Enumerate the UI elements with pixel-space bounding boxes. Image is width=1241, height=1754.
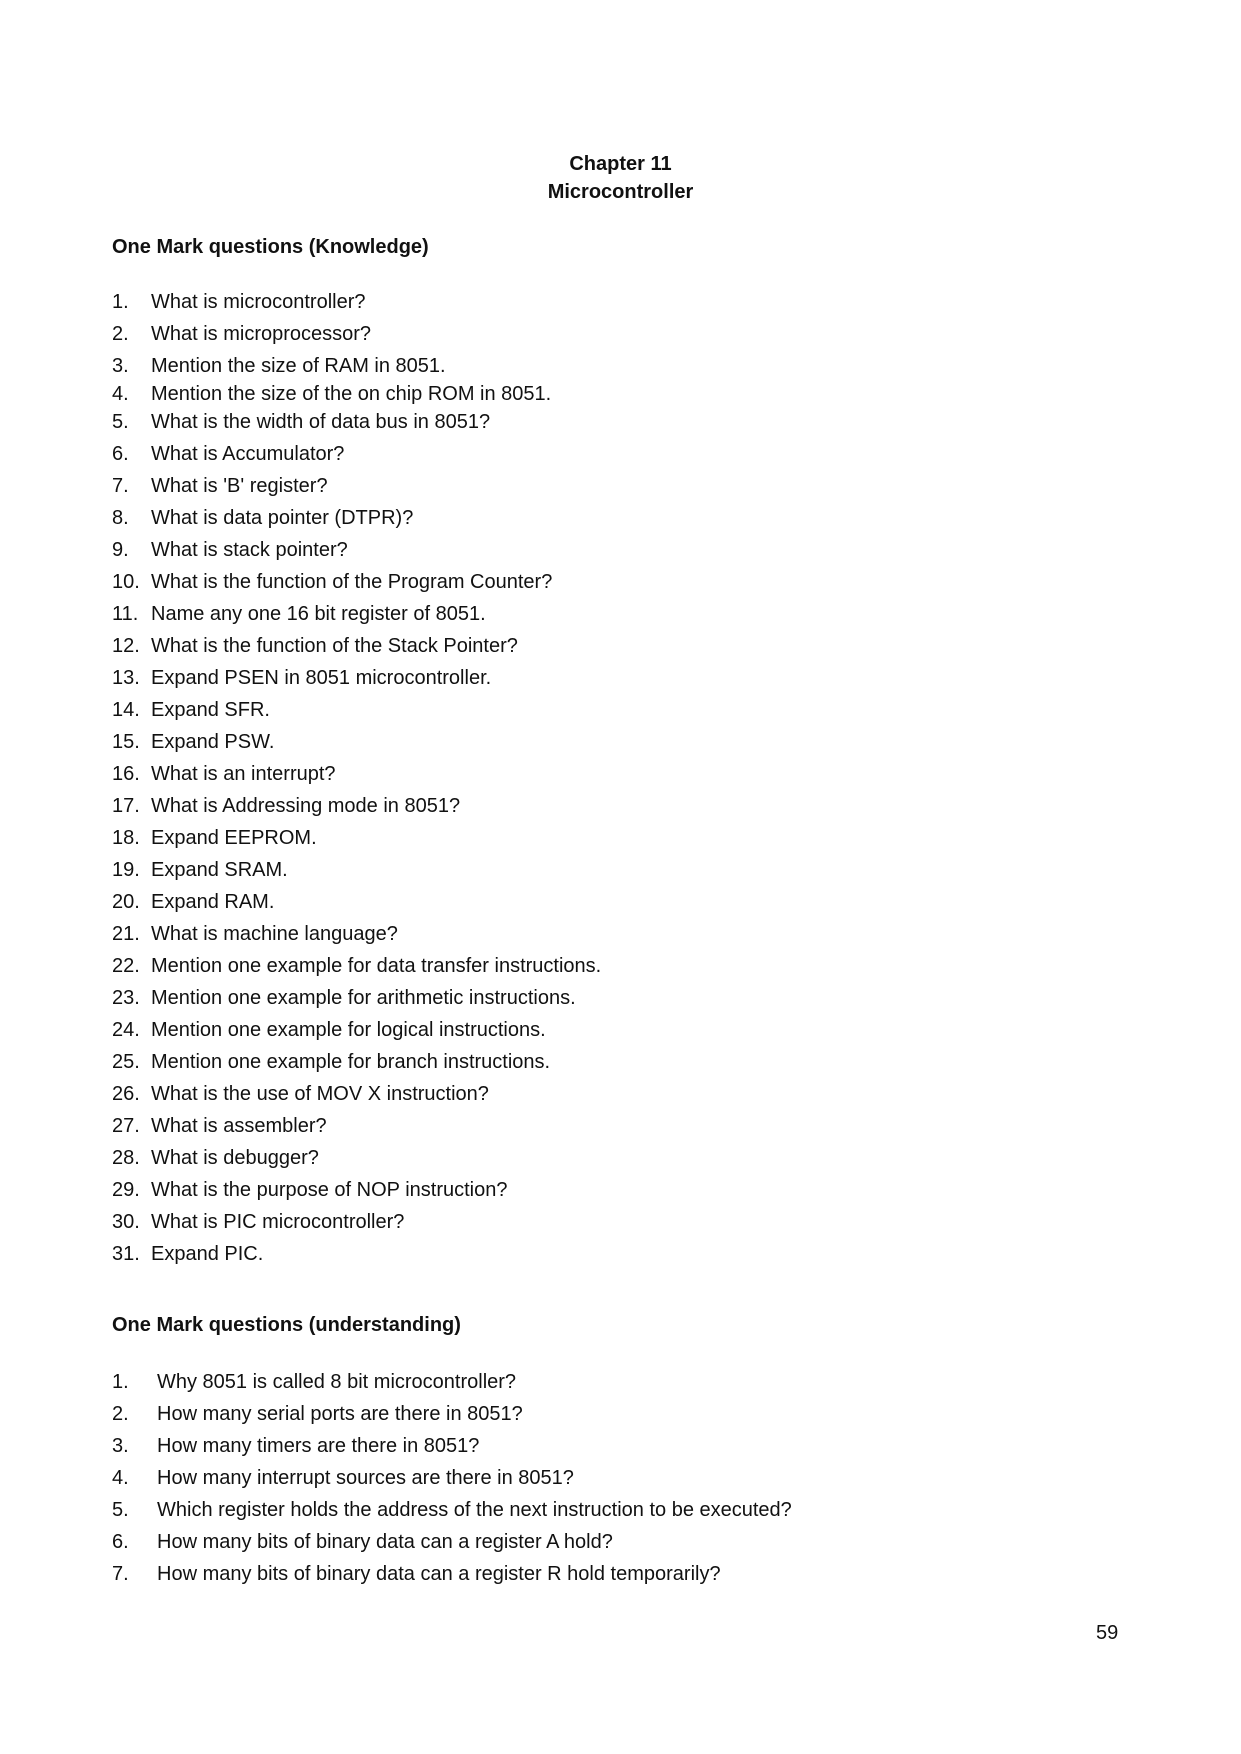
question-item xyxy=(112,406,601,438)
question-text: Expand SRAM. xyxy=(151,859,288,881)
question-number: 16. xyxy=(112,763,140,785)
question-item xyxy=(112,318,601,350)
question-text: Mention one example for data transfer instructions. xyxy=(151,955,602,977)
question-text: What is debugger? xyxy=(151,1147,319,1169)
question-item xyxy=(112,1174,601,1206)
question-item xyxy=(112,534,601,566)
question-text: What is data pointer (DTPR)? xyxy=(151,507,414,529)
question-number: 11. xyxy=(112,603,139,625)
question-item xyxy=(112,694,601,726)
question-number: 3. xyxy=(112,1435,129,1457)
question-text: What is the function of the Stack Pointer? xyxy=(151,635,518,657)
question-item xyxy=(112,1110,601,1142)
question-item xyxy=(112,630,601,662)
question-text: How many bits of binary data can a register R hold temporarily? xyxy=(157,1563,721,1585)
question-text: How many timers are there in 8051? xyxy=(157,1435,480,1457)
question-text: Mention one example for logical instructions. xyxy=(151,1019,546,1041)
question-item xyxy=(112,350,601,378)
question-number: 7. xyxy=(112,1563,129,1585)
question-item xyxy=(112,726,601,758)
question-item xyxy=(112,502,601,534)
question-text: What is Accumulator? xyxy=(151,443,345,465)
question-text: What is assembler? xyxy=(151,1115,327,1137)
question-text: What is microcontroller? xyxy=(151,291,366,313)
question-number: 6. xyxy=(112,1531,129,1553)
question-number: 21. xyxy=(112,923,140,945)
question-number: 20. xyxy=(112,891,140,913)
question-item xyxy=(112,854,601,886)
question-number: 14. xyxy=(112,699,140,721)
question-item xyxy=(112,886,601,918)
question-number: 24. xyxy=(112,1019,140,1041)
question-item xyxy=(112,1398,792,1430)
question-text: Which register holds the address of the next instruction to be executed? xyxy=(157,1499,792,1521)
question-number: 2. xyxy=(112,1403,129,1425)
question-item xyxy=(112,918,601,950)
question-number: 2. xyxy=(112,323,129,345)
question-item xyxy=(112,1142,601,1174)
question-item xyxy=(112,598,601,630)
question-number: 25. xyxy=(112,1051,140,1073)
question-item xyxy=(112,1078,601,1110)
question-text: Why 8051 is called 8 bit microcontroller? xyxy=(157,1371,517,1393)
question-text: What is PIC microcontroller? xyxy=(151,1211,405,1233)
question-text: What is the use of MOV X instruction? xyxy=(151,1083,489,1105)
question-text: How many serial ports are there in 8051? xyxy=(157,1403,523,1425)
question-text: What is stack pointer? xyxy=(151,539,348,561)
section-title-understanding: One Mark questions (understanding) xyxy=(112,1314,461,1336)
question-item xyxy=(112,822,601,854)
question-number: 4. xyxy=(112,383,129,405)
question-number: 8. xyxy=(112,507,129,529)
question-item xyxy=(112,1366,792,1398)
question-text: What is the function of the Program Counter? xyxy=(151,571,553,593)
question-number: 15. xyxy=(112,731,140,753)
question-number: 4. xyxy=(112,1467,129,1489)
question-number: 26. xyxy=(112,1083,140,1105)
question-number: 17. xyxy=(112,795,140,817)
question-text: Expand EEPROM. xyxy=(151,827,317,849)
question-number: 23. xyxy=(112,987,140,1009)
question-number: 12. xyxy=(112,635,140,657)
question-number: 1. xyxy=(112,291,129,313)
question-item xyxy=(112,662,601,694)
question-list-understanding xyxy=(112,1366,792,1590)
question-number: 1. xyxy=(112,1371,129,1393)
question-list-knowledge xyxy=(112,286,601,1270)
question-number: 28. xyxy=(112,1147,140,1169)
question-item xyxy=(112,1046,601,1078)
question-text: What is the purpose of NOP instruction? xyxy=(151,1179,508,1201)
question-text: Mention one example for branch instructions. xyxy=(151,1051,551,1073)
question-text: Mention the size of RAM in 8051. xyxy=(151,355,446,377)
question-number: 18. xyxy=(112,827,140,849)
question-text: Mention the size of the on chip ROM in 8051. xyxy=(151,383,552,405)
question-item xyxy=(112,1206,601,1238)
question-text: Expand PSW. xyxy=(151,731,275,753)
question-text: What is 'B' register? xyxy=(151,475,328,497)
chapter-title: Microcontroller xyxy=(547,181,694,203)
question-number: 5. xyxy=(112,411,129,433)
question-number: 27. xyxy=(112,1115,140,1137)
question-item xyxy=(112,566,601,598)
question-item xyxy=(112,1526,792,1558)
question-text: How many interrupt sources are there in 8051? xyxy=(157,1467,574,1489)
question-text: What is the width of data bus in 8051? xyxy=(151,411,491,433)
question-number: 5. xyxy=(112,1499,129,1521)
question-item xyxy=(112,790,601,822)
question-number: 22. xyxy=(112,955,140,977)
question-number: 19. xyxy=(112,859,140,881)
question-text: What is an interrupt? xyxy=(151,763,336,785)
question-item xyxy=(112,378,601,406)
question-number: 13. xyxy=(112,667,140,689)
question-text: How many bits of binary data can a register A hold? xyxy=(157,1531,613,1553)
question-item xyxy=(112,1494,792,1526)
question-number: 31. xyxy=(112,1243,140,1265)
question-item xyxy=(112,950,601,982)
question-item xyxy=(112,982,601,1014)
question-text: What is machine language? xyxy=(151,923,398,945)
question-text: Expand PSEN in 8051 microcontroller. xyxy=(151,667,492,689)
question-item xyxy=(112,286,601,318)
question-text: Name any one 16 bit register of 8051. xyxy=(151,603,486,625)
question-text: Expand SFR. xyxy=(151,699,270,721)
question-text: What is Addressing mode in 8051? xyxy=(151,795,461,817)
question-item xyxy=(112,438,601,470)
question-number: 30. xyxy=(112,1211,140,1233)
question-number: 29. xyxy=(112,1179,140,1201)
question-text: Expand RAM. xyxy=(151,891,275,913)
chapter-number: Chapter 11 xyxy=(569,153,672,175)
question-item xyxy=(112,1014,601,1046)
question-number: 6. xyxy=(112,443,129,465)
page-number: 59 xyxy=(1096,1622,1119,1644)
question-item xyxy=(112,1558,792,1590)
question-item xyxy=(112,758,601,790)
question-number: 10. xyxy=(112,571,140,593)
question-number: 3. xyxy=(112,355,129,377)
question-text: Mention one example for arithmetic instructions. xyxy=(151,987,576,1009)
question-text: Expand PIC. xyxy=(151,1243,264,1265)
question-item xyxy=(112,1238,601,1270)
question-number: 7. xyxy=(112,475,129,497)
section-title-knowledge: One Mark questions (Knowledge) xyxy=(112,236,429,258)
question-item xyxy=(112,470,601,502)
question-item xyxy=(112,1462,792,1494)
question-text: What is microprocessor? xyxy=(151,323,372,345)
chapter-heading xyxy=(0,150,1241,206)
question-item xyxy=(112,1430,792,1462)
question-number: 9. xyxy=(112,539,129,561)
